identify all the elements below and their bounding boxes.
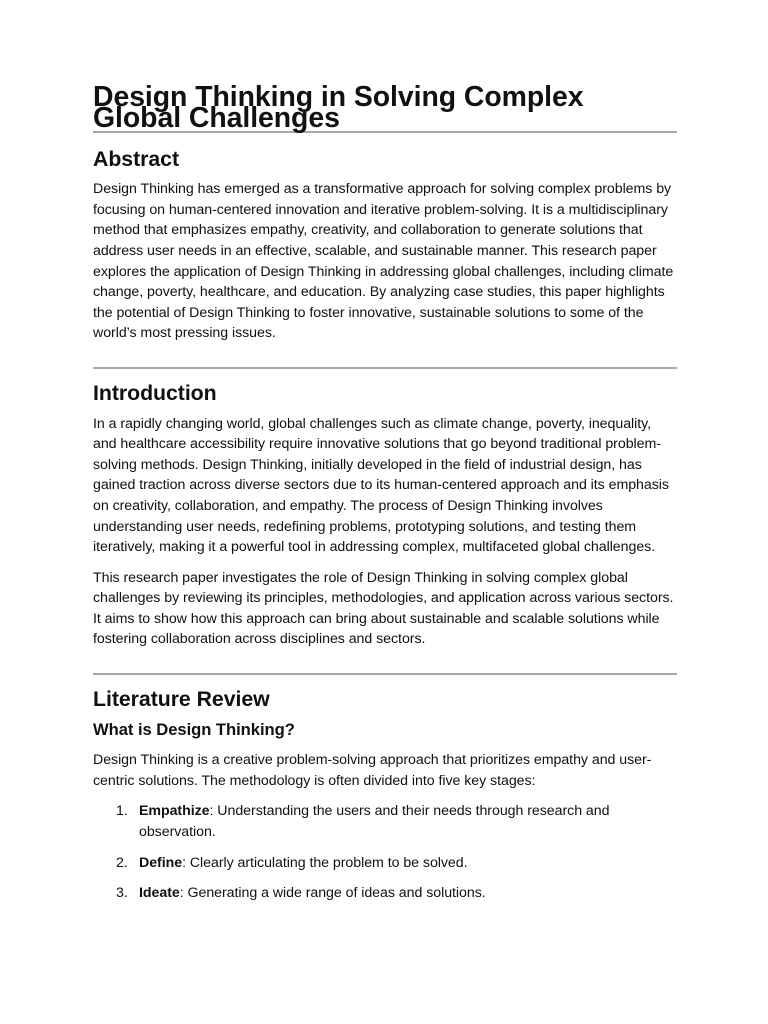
list-item [93,801,677,842]
design-thinking-stages-list [93,801,677,903]
list-item-description: : Clearly articulating the problem to be solved. [182,854,468,871]
document-title: Design Thinking in Solving Complex Global Challenges [93,81,584,134]
abstract-heading: Abstract [93,146,179,171]
introduction-paragraph: In a rapidly changing world, global challenges such as climate change, poverty, inequality, and healthcare accessibility require innovative solutions that go beyond traditional problem-solving methods. Design Thinking, initially developed in the field of industrial design, has gained traction across diverse sectors due to its human-centered approach and its emphasis on creativity, collaboration, and empathy. The process of Design Thinking involves understanding user needs, redefining problems, prototyping solutions, and testing them iteratively, making it a powerful tool in addressing complex, multifaceted global challenges. [93,415,669,556]
list-item-number: 1. [116,803,128,820]
section-divider [93,367,677,369]
document-page [93,81,677,904]
list-item-number: 3. [116,885,128,902]
list-item-description: : Understanding the users and their needs through research and observation. [139,803,610,841]
list-item-term: Define [139,854,183,871]
abstract-section [93,146,677,344]
introduction-heading: Introduction [93,380,217,405]
list-item-term: Ideate [139,885,180,902]
literature-review-paragraph: Design Thinking is a creative problem-solving approach that prioritizes empathy and user-centric solutions. The methodology is often divided into five key stages: [93,752,652,789]
literature-review-heading: Literature Review [93,687,270,712]
introduction-section [93,380,677,650]
list-item [93,853,677,874]
list-item-description: : Generating a wide range of ideas and solutions. [179,885,486,902]
literature-review-subheading: What is Design Thinking? [93,719,295,739]
abstract-paragraph: Design Thinking has emerged as a transformative approach for solving complex problems by focusing on human-centered innovation and iterative problem-solving. It is a multidisciplinary method that emphasizes empathy, creativity, and collaboration to generate solutions that address user needs in an effective, scalable, and sustainable manner. This research paper explores the application of Design Thinking in addressing global challenges, including climate change, poverty, healthcare, and education. By analyzing case studies, this paper highlights the potential of Design Thinking to foster innovative, sustainable solutions to some of the world’s most pressing issues. [93,181,674,342]
introduction-paragraph: This research paper investigates the role of Design Thinking in solving complex global challenges by reviewing its principles, methodologies, and application across various sectors. It aims to show how this approach can bring about sustainable and scalable solutions while fostering collaboration across disciplines and sectors. [93,569,674,648]
section-divider [93,673,677,675]
list-item-term: Empathize [139,803,210,820]
literature-review-section [93,689,677,904]
list-item-number: 2. [116,854,128,871]
list-item [93,883,677,904]
